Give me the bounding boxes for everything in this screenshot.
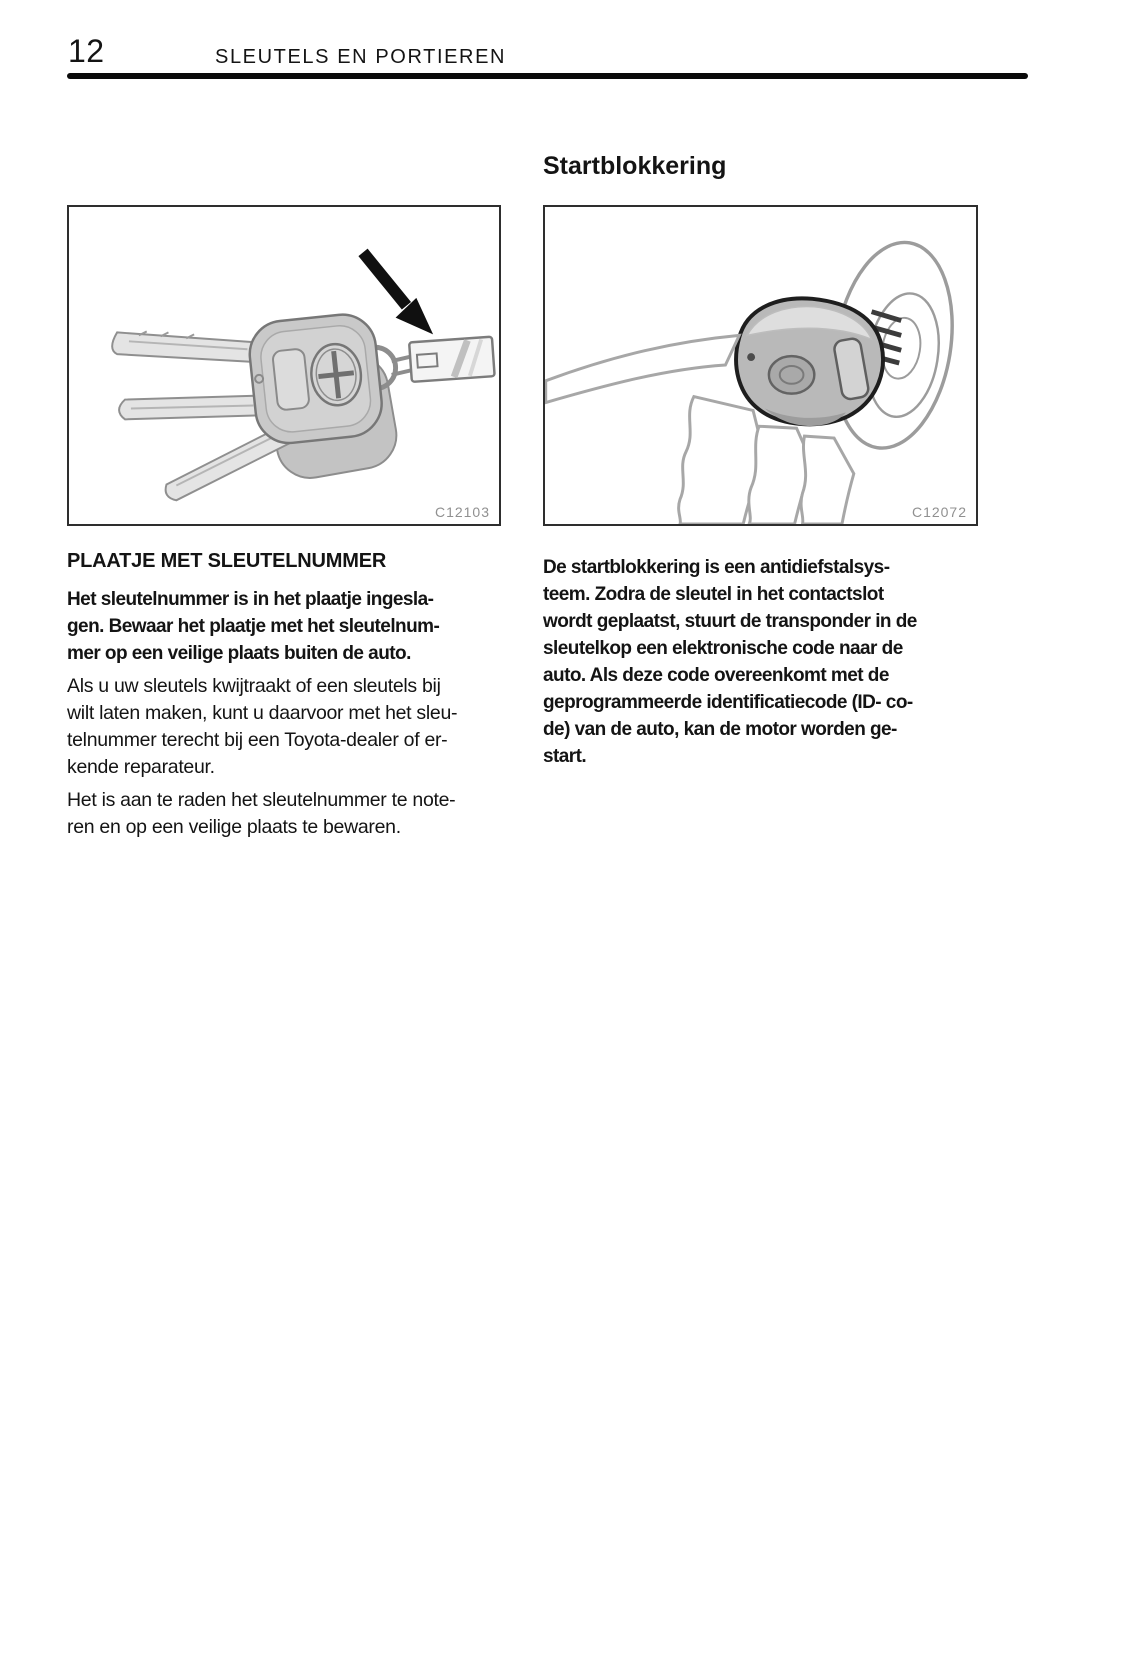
right-column-text <box>543 554 983 776</box>
figure-code: C12103 <box>434 504 490 520</box>
arrow-icon <box>363 252 433 334</box>
key-number-plate <box>409 337 495 382</box>
figure-code: C12072 <box>911 504 967 520</box>
right-column-heading: Startblokkering <box>543 152 727 180</box>
section-title: SLEUTELS EN PORTIEREN <box>215 46 507 68</box>
key-fob <box>736 298 883 426</box>
page-number: 12 <box>68 33 105 69</box>
key-number-bold-paragraph: Het sleutelnummer is in het plaatje ingesla- gen. Bewaar het plaatje met het sleutelnum- mer op een veilige plaats buiten de auto. <box>67 589 440 664</box>
figure-key-in-ignition <box>543 205 978 526</box>
ignition-illustration <box>545 207 976 524</box>
header-rule <box>67 73 1028 79</box>
figure-keys-with-number-plate <box>67 205 501 526</box>
key-number-paragraph-1: Als u uw sleutels kwijtraakt of een sleutels bij wilt laten maken, kunt u daarvoor met het sleu- telnummer terecht bij een Toyota-dealer of er- kende reparateur. <box>67 675 458 778</box>
key-fob <box>246 311 385 446</box>
left-column-heading: PLAATJE MET SLEUTELNUMMER <box>67 550 387 572</box>
immobiliser-paragraph: De startblokkering is een antidiefstalsys- teem. Zodra de sleutel in het contactslot wordt geplaatst, stuurt de transponder in de sleutelkop een elektronische code naar de auto. Als deze code overeenkomt met de geprogrammeerde identificatiecode (ID- co- de) van de auto, kan de motor worden ge- start. <box>543 557 917 767</box>
keys-illustration <box>69 207 499 524</box>
key-number-paragraph-2: Het is aan te raden het sleutelnummer te note- ren en op een veilige plaats te bewaren. <box>67 789 456 838</box>
left-column-text <box>67 550 507 847</box>
